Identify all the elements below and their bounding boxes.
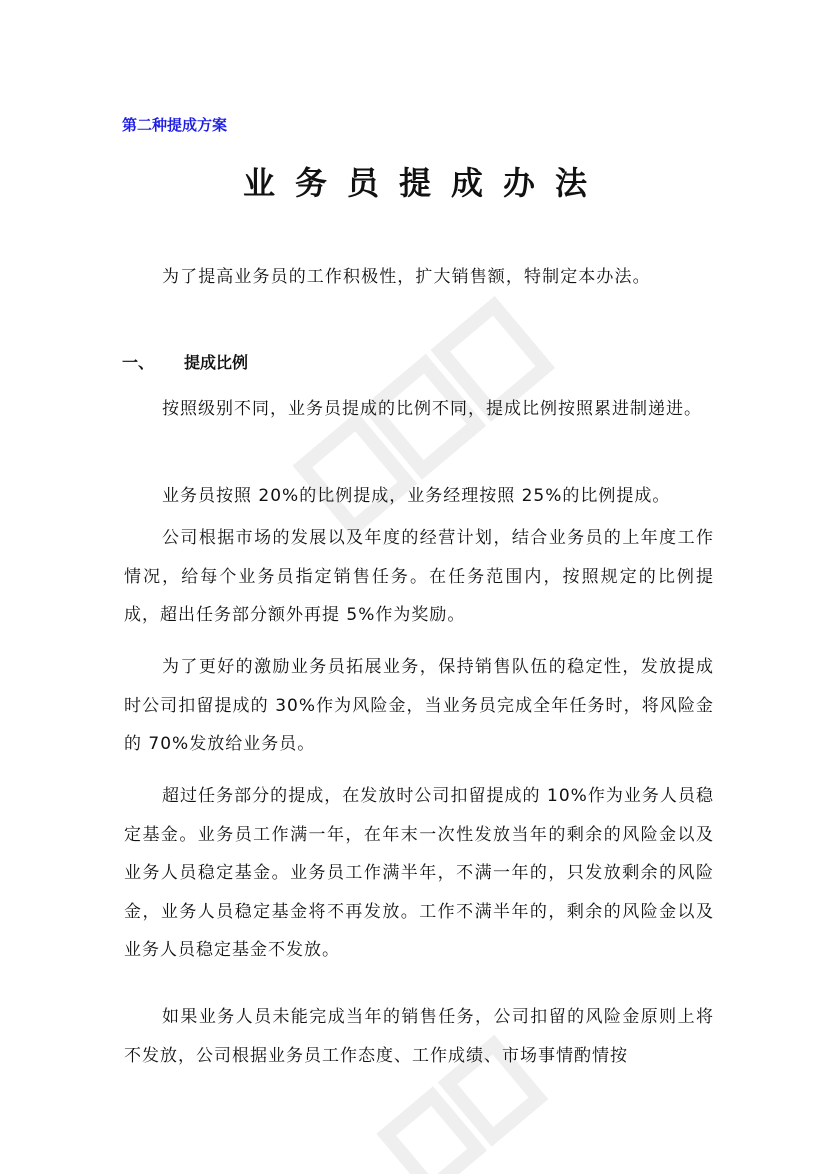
body-paragraph: 超过任务部分的提成，在发放时公司扣留提成的 10%作为业务人员稳定基金。业务员工作满一年，在年末一次性发放当年的剩余的风险金以及业务人员稳定基金。业务员工作满半年，不满一年的，只发放剩余的风险金，业务人员稳定基金将不再发放。工作不满半年的，剩余的风险金以及业务人员稳定基金不发放。 [124,786,714,960]
section-heading [122,350,248,373]
section-number: 一、 [122,353,155,372]
intro-paragraph: 为了提高业务员的工作积极性，扩大销售额，特制定本办法。 [162,267,651,287]
plan-label: 第二种提成方案 [122,116,228,134]
body-paragraph: 公司根据市场的发展以及年度的经营计划，结合业务员的上年度工作情况，给每个业务员指定销售任务。在任务范围内，按照规定的比例提成，超出任务部分额外再提 5%作为奖励。 [124,528,714,625]
body-paragraph: 为了更好的激励业务员拓展业务，保持销售队伍的稳定性，发放提成时公司扣留提成的 30%作为风险金，当业务员完成全年任务时，将风险金的 70%发放给业务员。 [124,657,714,754]
page-title: 业务员提成办法 [242,164,607,202]
body-paragraph: 业务员按照 20%的比例提成，业务经理按照 25%的比例提成。 [162,486,671,506]
body-paragraph: 按照级别不同，业务员提成的比例不同，提成比例按照累进制递进。 [162,399,702,419]
body-paragraph: 如果业务人员未能完成当年的销售任务，公司扣留的风险金原则上将不发放，公司根据业务员工作态度、工作成绩、市场事情酌情按 [124,1007,714,1066]
section-title: 提成比例 [184,353,249,372]
